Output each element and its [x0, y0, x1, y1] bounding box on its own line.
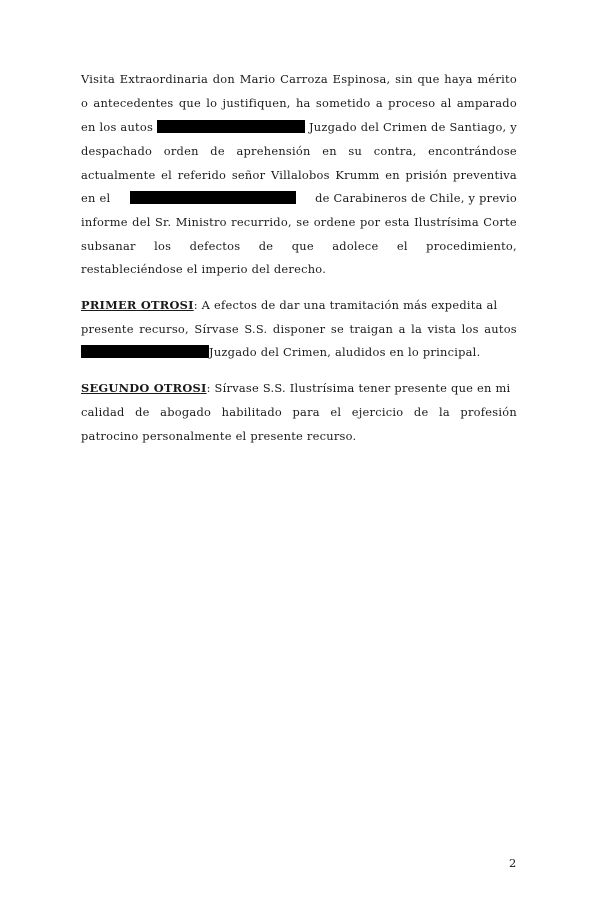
para1-line-7: informe del Sr. Ministro recurrido, se ordene por esta Ilustrísima Corte — [81, 215, 517, 229]
page-number: 2 — [509, 856, 517, 870]
para1-line-3: en los autos Juzgado del Crimen de Santiago, y — [81, 120, 517, 134]
redaction-bar — [130, 191, 296, 204]
para1-line-8: subsanar los defectos de que adolece el procedimiento, — [81, 239, 517, 253]
para2-line-3: Juzgado del Crimen, aludidos en lo principal. — [81, 345, 517, 360]
para2-line-2: presente recurso, Sírvase S.S. disponer se traigan a la vista los autos — [81, 322, 517, 336]
redaction-bar — [157, 120, 305, 133]
para1-line-2: o antecedentes que lo justifiquen, ha sometido a proceso al amparado — [81, 96, 517, 110]
para3-line-1: SEGUNDO OTROSI: Sírvase S.S. Ilustrísima tener presente que en mi — [81, 381, 511, 395]
segundo-otrosi-heading: SEGUNDO OTROSI — [81, 381, 207, 395]
para1-line-9: restableciéndose el imperio del derecho. — [81, 262, 327, 276]
para3-line-2: calidad de abogado habilitado para el ejercicio de la profesión — [81, 405, 517, 419]
primer-otrosi-heading: PRIMER OTROSI — [81, 298, 194, 312]
para1-line-1: Visita Extraordinaria don Mario Carroza Espinosa, sin que haya mérito — [81, 72, 517, 86]
para1-line-5: actualmente el referido señor Villalobos Krumm en prisión preventiva — [81, 168, 517, 182]
redaction-bar — [81, 345, 209, 358]
para1-line-4: despachado orden de aprehensión en su contra, encontrándose — [81, 144, 517, 158]
para2-line-1: PRIMER OTROSI: A efectos de dar una tramitación más expedita al — [81, 298, 498, 312]
para3-line-3: patrocino personalmente el presente recurso. — [81, 429, 357, 443]
para1-line-6: en el de Carabineros de Chile, y previo — [81, 191, 517, 205]
